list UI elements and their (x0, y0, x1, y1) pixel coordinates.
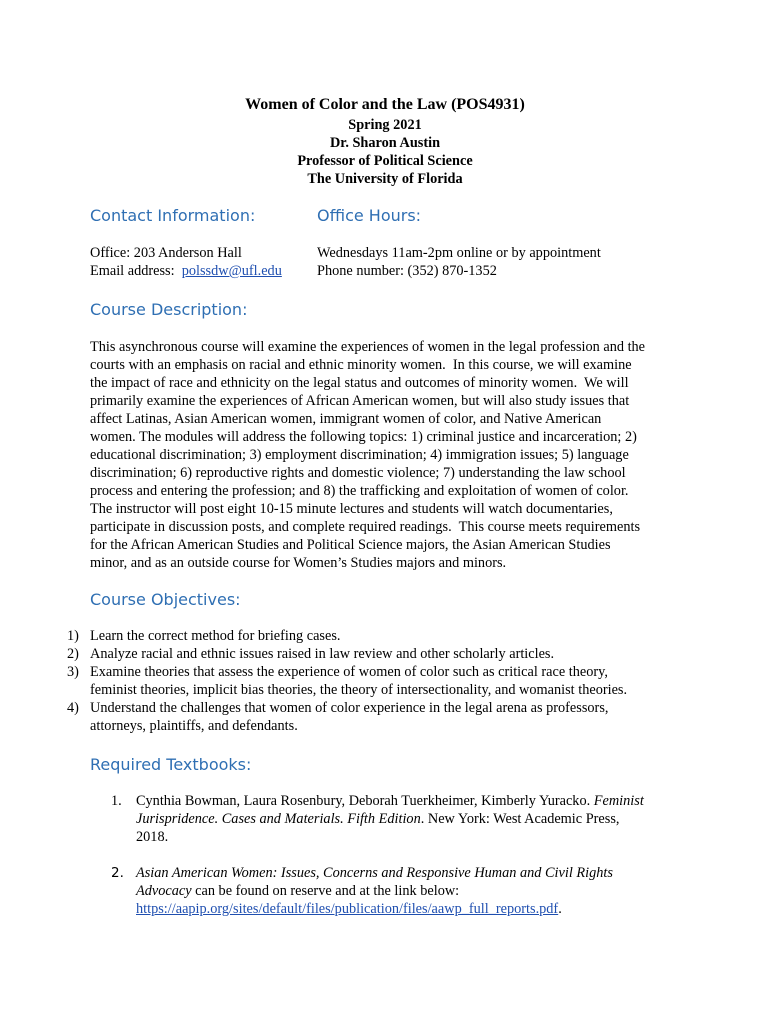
textbook-1-line-1 (136, 792, 676, 810)
textbook-1-publisher: . New York: West Academic Press, (420, 811, 620, 827)
textbook-1-title-part2: Jurispridence. Cases and Materials. Fifth Edition (136, 811, 421, 827)
description-line: primarily examine the experiences of African American women, but will also study issues that (90, 393, 630, 409)
textbook-2-title-line1: Asian American Women: Issues, Concerns and Responsive Human and Civil Rights (136, 865, 613, 881)
textbook-1-number: 1. (111, 793, 122, 809)
objective-item (67, 663, 690, 699)
textbook-1 (111, 792, 676, 846)
contact-heading: Contact Information: (90, 206, 256, 225)
objective-text: feminist theories, implicit bias theories, the theory of intersectionality, and womanist theories. (90, 682, 628, 698)
textbooks-heading: Required Textbooks: (90, 755, 252, 774)
phone-number: Phone number: (352) 870-1352 (317, 263, 497, 279)
textbook-2-line-1 (136, 864, 676, 882)
objective-text: attorneys, plaintiffs, and defendants. (90, 718, 298, 734)
email-line (90, 262, 282, 280)
description-line: discrimination; 6) reproductive rights and domestic violence; 7) understanding the law school (90, 465, 626, 481)
instructor-position: Professor of Political Science (297, 153, 473, 169)
university-name: The University of Florida (307, 171, 463, 187)
objective-item (67, 627, 690, 645)
objectives-heading: Course Objectives: (90, 590, 241, 609)
objective-item (67, 645, 690, 663)
office-location: Office: 203 Anderson Hall (90, 245, 242, 261)
objective-item (67, 699, 690, 735)
description-line: minor, and as an outside course for Women’s Studies majors and minors. (90, 555, 507, 571)
objective-text: Analyze racial and ethnic issues raised in law review and other scholarly articles. (90, 646, 555, 662)
textbook-2-note: can be found on reserve and at the link below: (191, 883, 460, 899)
textbook-1-authors: Cynthia Bowman, Laura Rosenbury, Deborah Tuerkheimer, Kimberly Yuracko. (136, 793, 594, 809)
description-line: the impact of race and ethnicity on the legal status and outcomes of minority women. We will (90, 375, 629, 391)
contact-info (90, 244, 282, 280)
textbook-2 (111, 864, 676, 918)
term: Spring 2021 (348, 117, 422, 133)
document-header (0, 95, 770, 188)
objective-number: 2) (67, 646, 79, 662)
objective-text: Understand the challenges that women of color experience in the legal arena as professors, (90, 700, 609, 716)
objectives-list (67, 627, 690, 735)
objective-number: 3) (67, 664, 79, 680)
description-line: This asynchronous course will examine the experiences of women in the legal profession and the (90, 339, 646, 355)
textbook-2-title-line2: Advocacy (136, 883, 192, 899)
office-hours-heading: Office Hours: (317, 206, 422, 225)
description-line: affect Latinas, Asian American women, immigrant women of color, and Native American (90, 411, 602, 427)
instructor-name: Dr. Sharon Austin (329, 135, 441, 151)
description-line: process and entering the profession; and 8) the trafficking and exploitation of women of color. (90, 483, 629, 499)
objective-text: Learn the correct method for briefing cases. (90, 628, 341, 644)
email-link[interactable]: polssdw@ufl.edu (181, 263, 282, 279)
textbook-1-title-part1: Feminist (593, 793, 644, 809)
textbook-2-number: 2. (111, 865, 124, 881)
description-line: The instructor will post eight 10-15 minute lectures and students will watch documentaries, (90, 501, 613, 517)
course-title: Women of Color and the Law (POS4931) (245, 96, 525, 113)
textbook-2-line-2 (136, 882, 676, 900)
description-heading: Course Description: (90, 300, 248, 319)
description-line: courts with an emphasis on racial and ethnic minority women. In this course, we will examine (90, 357, 632, 373)
description-line: educational discrimination; 3) employment discrimination; 4) immigration issues; 5) language (90, 447, 629, 463)
email-label: Email address: (90, 263, 182, 279)
description-line: for the African American Studies and Political Science majors, the Asian American Studies (90, 537, 611, 553)
description-line: participate in discussion posts, and complete required readings. This course meets requirements (90, 519, 641, 535)
objective-number: 4) (67, 700, 79, 716)
textbook-1-line-2 (136, 810, 676, 828)
objective-text: Examine theories that assess the experience of women of color such as critical race theory, (90, 664, 608, 680)
textbook-2-link[interactable]: https://aapip.org/sites/default/files/publication/files/aawp_full_reports.pdf (136, 901, 559, 917)
textbook-1-year: 2018. (136, 829, 169, 845)
textbook-2-line-3 (136, 900, 676, 918)
objective-number: 1) (67, 628, 79, 644)
office-hours-text: Wednesdays 11am-2pm online or by appointment (317, 245, 601, 261)
textbook-2-period: . (558, 901, 562, 917)
course-description (90, 338, 690, 572)
office-hours-info (317, 244, 601, 280)
description-line: women. The modules will address the following topics: 1) criminal justice and incarceration; 2) (90, 429, 637, 445)
